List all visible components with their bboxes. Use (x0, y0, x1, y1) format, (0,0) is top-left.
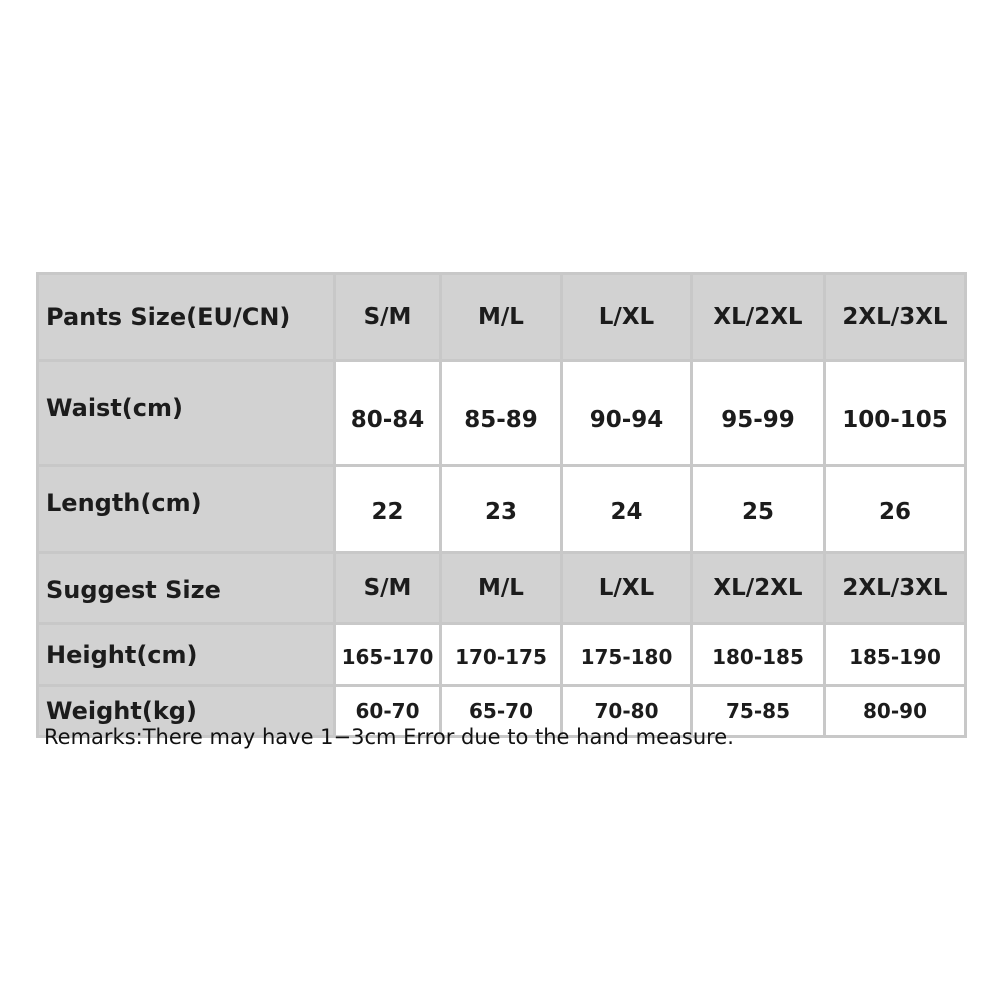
waist-cell: 100-105 (826, 362, 964, 464)
suggest-size-cell: L/XL (563, 554, 690, 622)
waist-cell: 80-84 (336, 362, 439, 464)
pants-size-cell: L/XL (563, 275, 690, 359)
height-cell: 175-180 (563, 625, 690, 684)
length-label: Length(cm) (39, 467, 333, 551)
length-cell: 26 (826, 467, 964, 551)
weight-cell: 60-70 (336, 687, 439, 735)
size-chart-table (36, 272, 967, 738)
suggest-size-cell: M/L (442, 554, 560, 622)
height-cell: 165-170 (336, 625, 439, 684)
length-cell: 25 (693, 467, 823, 551)
weight-cell: 75-85 (693, 687, 823, 735)
waist-cell: 95-99 (693, 362, 823, 464)
waist-label: Waist(cm) (39, 362, 333, 464)
suggest-size-cell: 2XL/3XL (826, 554, 964, 622)
waist-cell: 85-89 (442, 362, 560, 464)
pants-size-cell: M/L (442, 275, 560, 359)
weight-cell: 80-90 (826, 687, 964, 735)
length-cell: 24 (563, 467, 690, 551)
height-cell: 170-175 (442, 625, 560, 684)
height-cell: 185-190 (826, 625, 964, 684)
remarks-text: Remarks:There may have 1−3cm Error due to the hand measure. (44, 725, 734, 749)
pants-size-cell: S/M (336, 275, 439, 359)
suggest-size-label: Suggest Size (39, 554, 333, 622)
length-cell: 23 (442, 467, 560, 551)
weight-cell: 65-70 (442, 687, 560, 735)
waist-row (39, 362, 964, 464)
weight-label: Weight(kg) (39, 687, 333, 735)
suggest-size-cell: XL/2XL (693, 554, 823, 622)
weight-cell: 70-80 (563, 687, 690, 735)
height-cell: 180-185 (693, 625, 823, 684)
suggest-size-row (39, 554, 964, 622)
pants-size-cell: 2XL/3XL (826, 275, 964, 359)
pants-size-row (39, 275, 964, 359)
length-cell: 22 (336, 467, 439, 551)
pants-size-cell: XL/2XL (693, 275, 823, 359)
height-row (39, 625, 964, 684)
suggest-size-cell: S/M (336, 554, 439, 622)
waist-cell: 90-94 (563, 362, 690, 464)
height-label: Height(cm) (39, 625, 333, 684)
length-row (39, 467, 964, 551)
pants-size-label: Pants Size(EU/CN) (39, 275, 333, 359)
